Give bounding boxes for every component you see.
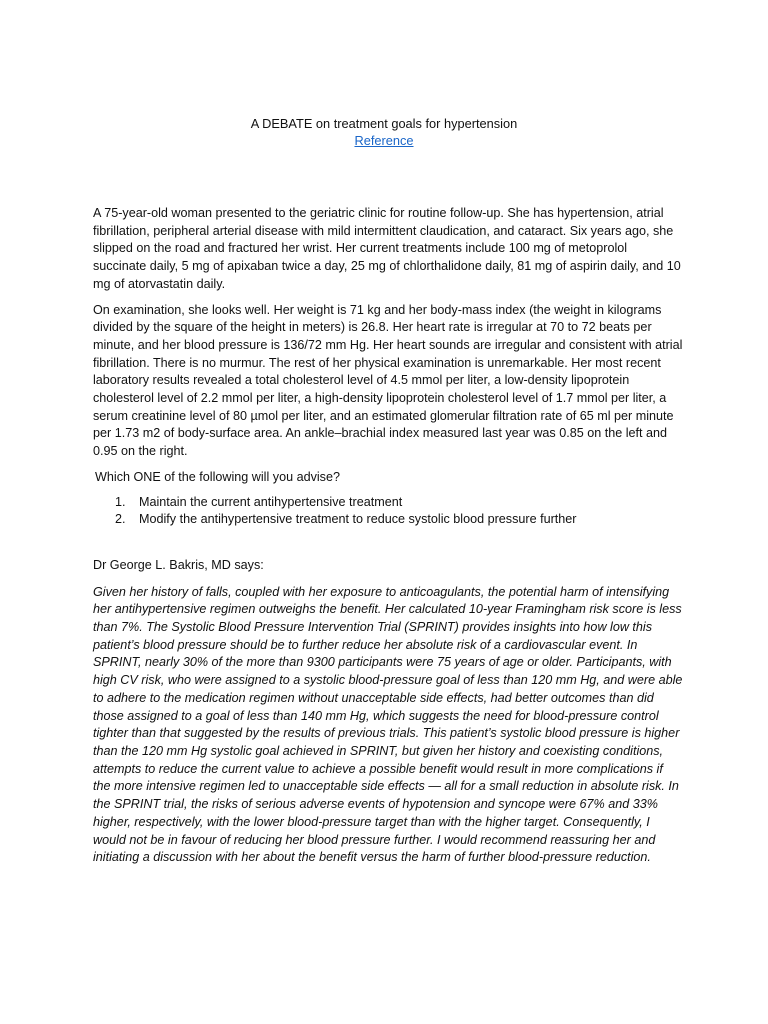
- document-title: A DEBATE on treatment goals for hypertension: [250, 116, 518, 131]
- case-paragraph-1: A 75-year-old woman presented to the geriatric clinic for routine follow-up. She has hypertension, atrial fibrillation, peripheral arterial disease with mild intermittent claudication, and cataract. Six years ago, she slipped on the road and fractured her wrist. Her current treatments include 100 mg of metoprolol succinate daily, 5 mg of apixaban twice a day, 25 mg of chlorthalidone daily, 81 mg of aspirin daily, and 10 mg of atorvastatin daily.: [93, 206, 681, 291]
- reference-link[interactable]: Reference: [354, 133, 414, 148]
- document-body: [93, 205, 683, 867]
- option-number: 1.: [115, 494, 126, 509]
- option-text: Modify the antihypertensive treatment to reduce systolic blood pressure further: [139, 512, 577, 527]
- options-list: [93, 494, 683, 529]
- list-item: [115, 511, 683, 529]
- expert-opinion: Given her history of falls, coupled with her exposure to anticoagulants, the potential harm of intensifying her antihypertensive regimen outweighs the benefit. Her calculated 10-year Framingham risk score is less than 7%. The Systolic Blood Pressure Intervention Trial (SPRINT) provides insights into how low this patient’s blood pressure should be to further reduce her absolute risk of a cardiovascular event. In SPRINT, nearly 30% of the more than 9300 participants were 75 years of age or older. Participants, with high CV risk, who were assigned to a systolic blood-pressure goal of less than 120 mm Hg, and were able to adhere to the medication regimen without unacceptable side effects, had better outcomes than did those assigned to a goal of less than 140 mm Hg, which suggests the need for blood-pressure control tighter than that suggested by the results of previous trials. This patient’s systolic blood pressure is higher than the 120 mm Hg systolic goal achieved in SPRINT, but given her history and coexisting conditions, attempts to reduce the current value to achieve a possible benefit would result in more complications if the more intensive regimen led to unacceptable side effects — all for a small reduction in absolute risk. In the SPRINT trial, the risks of serious adverse events of hypotension and syncope were 67% and 33% higher, respectively, with the lower blood-pressure target than with the higher target. Consequently, I would not be in favour of reducing her blood pressure further. I would recommend reassuring her and initiating a discussion with her about the benefit versus the harm of further blood-pressure reduction.: [93, 584, 683, 865]
- title-block: [0, 115, 768, 151]
- list-item: [115, 494, 683, 512]
- question-prompt: Which ONE of the following will you advise?: [95, 469, 340, 484]
- option-number: 2.: [115, 512, 126, 527]
- speaker-heading: Dr George L. Bakris, MD says:: [93, 557, 264, 572]
- option-text: Maintain the current antihypertensive treatment: [139, 494, 403, 509]
- case-paragraph-2: On examination, she looks well. Her weight is 71 kg and her body-mass index (the weight in kilograms divided by the square of the height in meters) is 26.8. Her heart rate is irregular at 70 to 72 beats per minute, and her blood pressure is 136/72 mm Hg. Her heart sounds are irregular and consistent with atrial fibrillation. There is no murmur. The rest of her physical examination is unremarkable. Her most recent laboratory results revealed a total cholesterol level of 4.5 mmol per liter, a low-density lipoprotein cholesterol level of 2.2 mmol per liter, a high-density lipoprotein cholesterol level of 1.7 mmol per liter, a serum creatinine level of 80 µmol per liter, and an estimated glomerular filtration rate of 65 ml per minute per 1.73 m2 of body-surface area. An ankle–brachial index measured last year was 0.85 on the left and 0.95 on the right.: [93, 302, 683, 459]
